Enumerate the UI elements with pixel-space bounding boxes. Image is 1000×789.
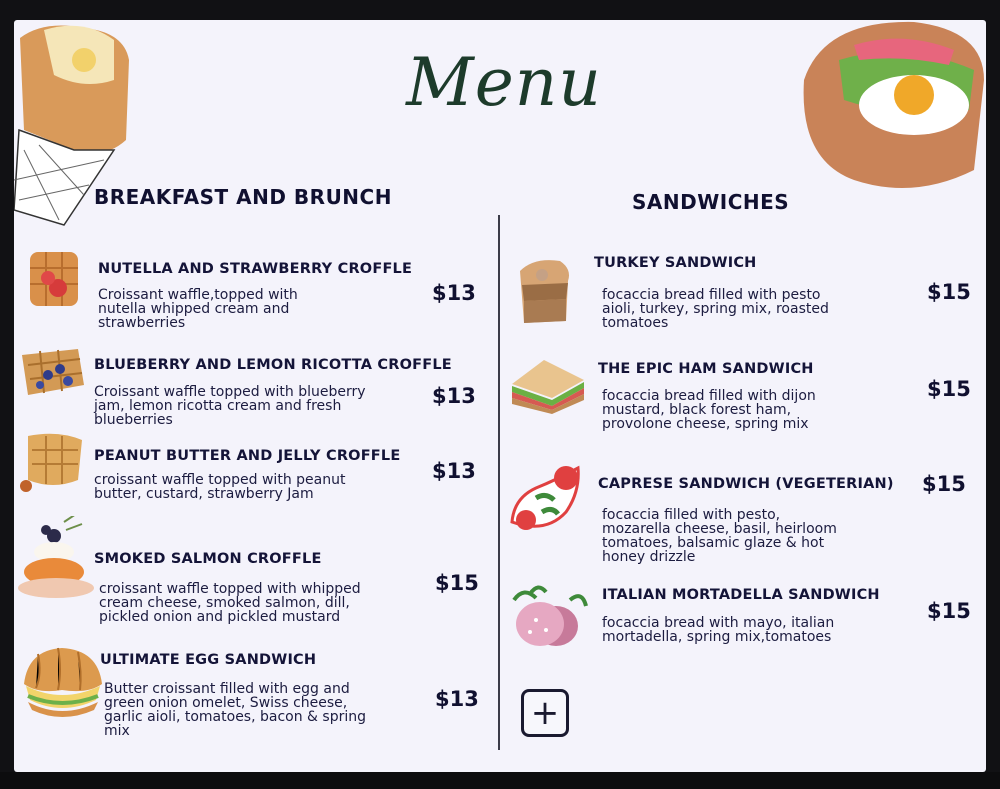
menu-item-description: focaccia filled with pesto, mozarella cheese, basil, heirloom tomatoes, balsamic glaze & hot honey drizzle [602, 507, 837, 565]
ham-sandwich-illustration [508, 358, 588, 414]
menu-item-description: focaccia bread with mayo, italian mortadella, spring mix,tomatoes [602, 615, 835, 645]
menu-item-name: PEANUT BUTTER AND JELLY CROFFLE [94, 448, 401, 464]
menu-item-name: NUTELLA AND STRAWBERRY CROFFLE [98, 261, 413, 277]
strawberry-croffle-illustration [26, 248, 82, 310]
menu-item-description: croissant waffle topped with whipped cream cheese, smoked salmon, dill, pickled onion and pickled mustard [99, 581, 361, 625]
menu-item-description: focaccia bread filled with dijon mustard, black forest ham, provolone cheese, spring mix [602, 388, 816, 432]
page-title: Menu [406, 44, 602, 121]
menu-item-name: SMOKED SALMON CROFFLE [94, 551, 322, 567]
menu-item-price: $15 [927, 599, 971, 623]
menu-item-description: croissant waffle topped with peanut butter, custard, strawberry Jam [94, 472, 346, 502]
menu-item-description: Butter croissant filled with egg and green onion omelet, Swiss cheese, garlic aioli, tomatoes, bacon & spring mix [104, 681, 367, 739]
menu-item-name: BLUEBERRY AND LEMON RICOTTA CROFFLE [94, 357, 452, 373]
menu-item-name: CAPRESE SANDWICH (VEGETERIAN) [598, 476, 894, 492]
screen-bezel [0, 772, 1000, 789]
egg-croissant-illustration [18, 644, 104, 720]
menu-item-price: $15 [927, 280, 971, 304]
blueberry-croffle-illustration [18, 345, 88, 401]
salmon-croffle-illustration [16, 516, 96, 600]
menu-item-name: ULTIMATE EGG SANDWICH [100, 652, 317, 668]
menu-item-price: $13 [432, 384, 476, 408]
menu-item-price: $13 [432, 459, 476, 483]
menu-item-price: $15 [435, 571, 479, 595]
egg-sandwich-illustration [794, 20, 986, 200]
menu-item-name: TURKEY SANDWICH [594, 255, 757, 271]
menu-item-description: Croissant waffle,topped with nutella whipped cream and strawberries [98, 287, 298, 331]
menu-item-price: $13 [435, 687, 479, 711]
column-divider [498, 215, 500, 750]
menu-item-name: ITALIAN MORTADELLA SANDWICH [602, 587, 880, 603]
menu-item-price: $15 [922, 472, 966, 496]
section-title-breakfast: BREAKFAST AND BRUNCH [94, 185, 392, 209]
add-button[interactable]: + [521, 689, 569, 737]
turkey-sandwich-illustration [514, 255, 574, 327]
caprese-sandwich-illustration [506, 462, 586, 540]
menu-screen [14, 20, 986, 772]
mortadella-illustration [508, 580, 590, 650]
menu-item-description: Croissant waffle topped with blueberry jam, lemon ricotta cream and fresh blueberries [94, 384, 366, 428]
menu-item-description: focaccia bread filled with pesto aioli, turkey, spring mix, roasted tomatoes [602, 287, 829, 331]
pbj-croffle-illustration [18, 430, 88, 494]
menu-item-price: $13 [432, 281, 476, 305]
menu-item-price: $15 [927, 377, 971, 401]
menu-item-name: THE EPIC HAM SANDWICH [598, 361, 814, 377]
section-title-sandwiches: SANDWICHES [632, 190, 790, 214]
